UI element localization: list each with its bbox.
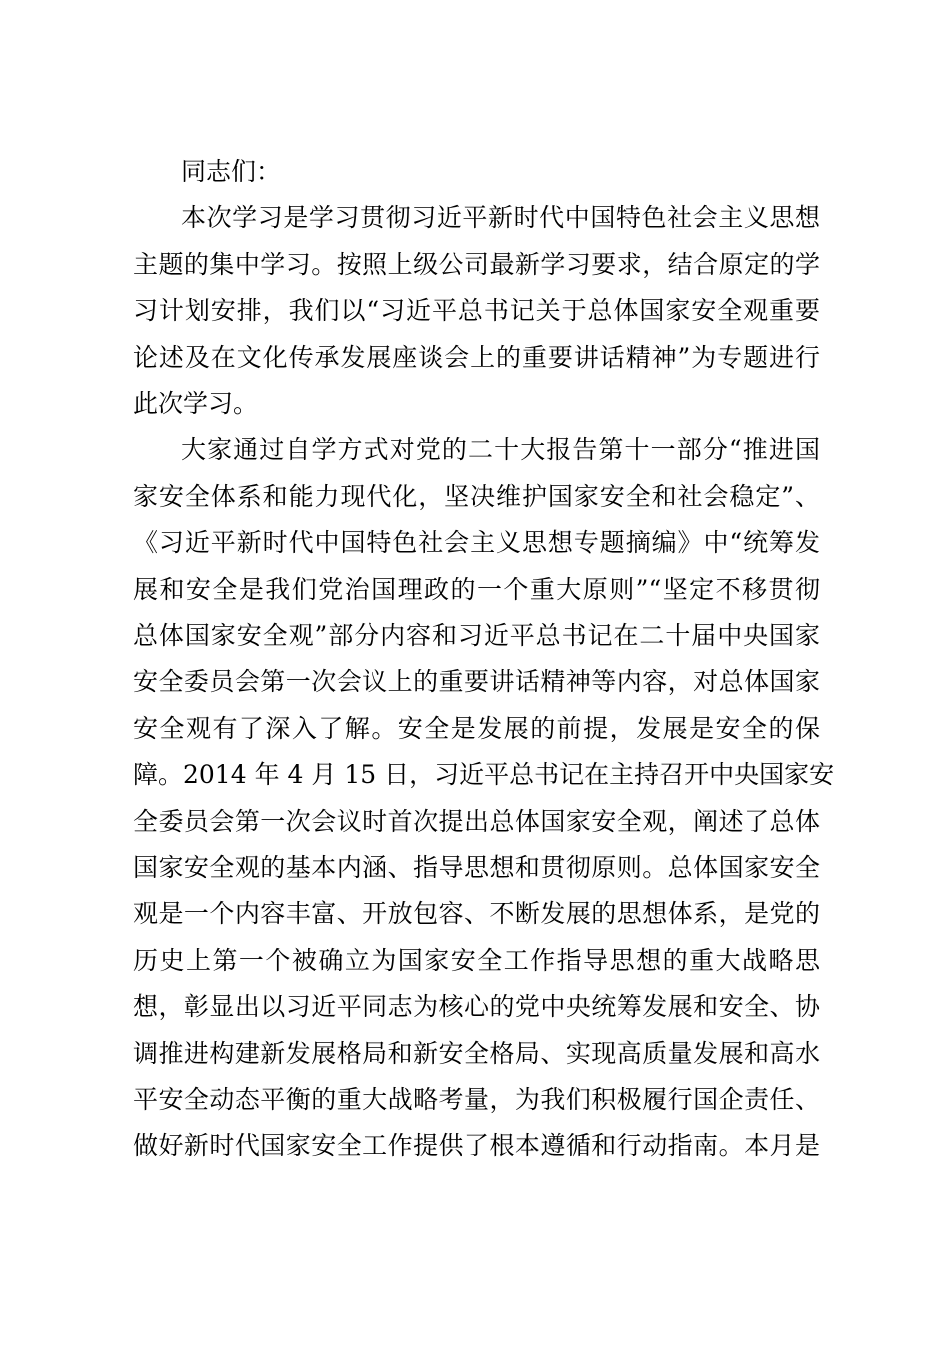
salutation: 同志们： xyxy=(181,157,282,186)
body-text-line: 大家通过自学方式对党的二十大报告第十一部分“推进国 xyxy=(181,435,820,465)
body-text-line: 障。2014 年 4 月 15 日，习近平总书记在主持召开中央国家安 xyxy=(133,760,835,790)
body-text-line: 习计划安排，我们以“习近平总书记关于总体国家安全观重要 xyxy=(133,296,820,326)
body-text-line: 主题的集中学习。按照上级公司最新学习要求，结合原定的学 xyxy=(133,249,820,279)
body-text-line: 《习近平新时代中国特色社会主义思想专题摘编》中“统筹发 xyxy=(133,528,820,558)
body-text-line: 此次学习。 xyxy=(133,389,259,418)
body-text-line: 安全委员会第一次会议上的重要讲话精神等内容，对总体国家 xyxy=(133,667,820,697)
body-text-line: 调推进构建新发展格局和新安全格局、实现高质量发展和高水 xyxy=(133,1038,820,1068)
body-text-line: 家安全体系和能力现代化，坚决维护国家安全和社会稳定”、 xyxy=(133,481,820,511)
body-text-line: 历史上第一个被确立为国家安全工作指导思想的重大战略思 xyxy=(133,945,820,975)
body-text-line: 国家安全观的基本内涵、指导思想和贯彻原则。总体国家安全 xyxy=(133,853,820,882)
body-text-line: 总体国家安全观”部分内容和习近平总书记在二十届中央国家 xyxy=(133,621,820,650)
body-text-line: 安全观有了深入了解。安全是发展的前提，发展是安全的保 xyxy=(133,713,820,743)
body-text-line: 全委员会第一次会议时首次提出总体国家安全观，阐述了总体 xyxy=(133,806,820,836)
body-text-line: 做好新时代国家安全工作提供了根本遵循和行动指南。本月是 xyxy=(133,1131,820,1161)
body-text-line: 论述及在文化传承发展座谈会上的重要讲话精神”为专题进行 xyxy=(133,342,820,372)
body-text-line: 平安全动态平衡的重大战略考量，为我们积极履行国企责任、 xyxy=(133,1085,820,1114)
body-text-line: 观是一个内容丰富、开放包容、不断发展的思想体系，是党的 xyxy=(133,899,820,929)
body-text-line: 展和安全是我们党治国理政的一个重大原则”“坚定不移贯彻 xyxy=(133,574,820,604)
body-text-line: 本次学习是学习贯彻习近平新时代中国特色社会主义思想 xyxy=(181,203,820,233)
body-text-line: 想，彰显出以习近平同志为核心的党中央统筹发展和安全、协 xyxy=(133,992,820,1022)
